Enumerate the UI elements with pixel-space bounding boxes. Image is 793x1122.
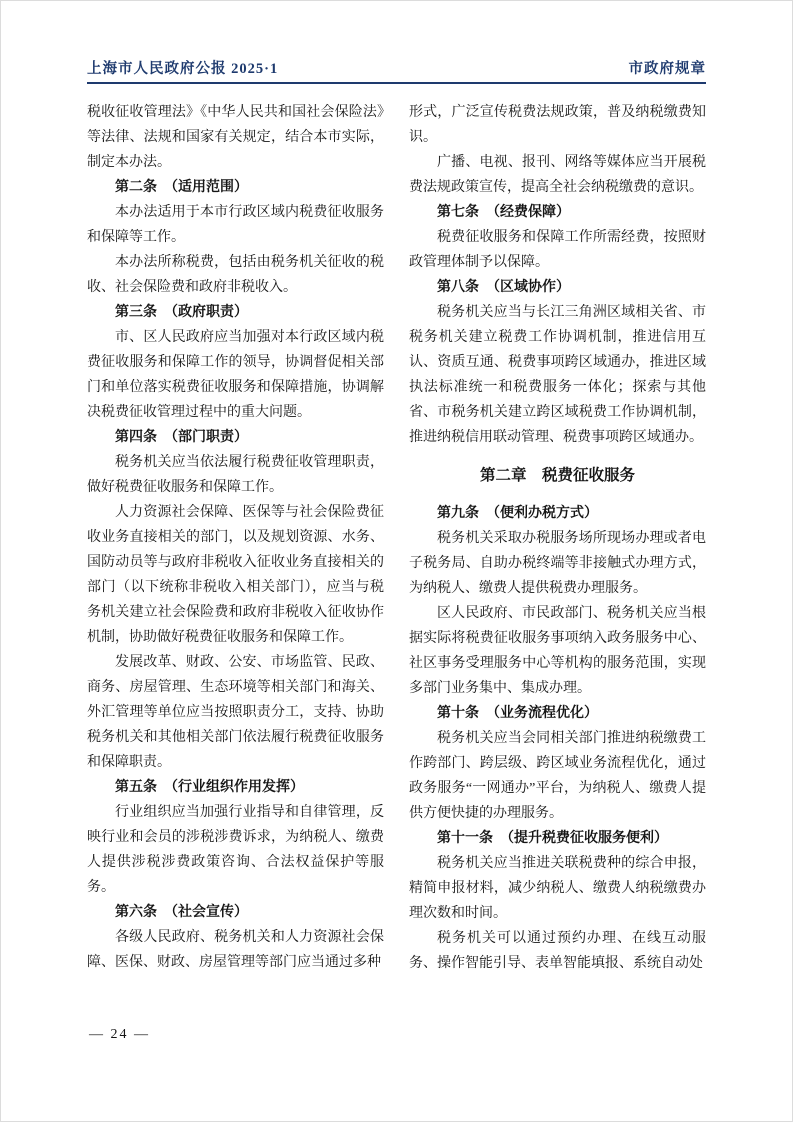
page-header [87, 57, 706, 78]
left-column [87, 100, 384, 976]
paragraph: 税务机关应当会同相关部门推进纳税缴费工作跨部门、跨层级、跨区域业务流程优化，通过政务服务“一网通办”平台，为纳税人、缴费人提供方便快捷的办理服务。 [409, 731, 706, 821]
paragraph: 区人民政府、市民政部门、税务机关应当根据实际将税费征收服务事项纳入政务服务中心、社区事务受理服务中心等机构的服务范围，实现多部门业务集中、集成办理。 [409, 606, 706, 696]
article-heading: 第五条 （行业组织作用发挥） [115, 780, 304, 795]
paragraph: 本办法适用于本市行政区域内税费征收服务和保障等工作。 [87, 205, 384, 245]
header-rule [87, 82, 706, 84]
article-heading: 第二条 （适用范围） [115, 180, 248, 195]
paragraph: 发展改革、财政、公安、市场监管、民政、商务、房屋管理、生态环境等相关部门和海关、外汇管理等单位应当按照职责分工，支持、协助税务机关和其他相关部门依法履行税费征收服务和保障职责。 [87, 655, 384, 770]
paragraph: 税务机关应当推进关联税费种的综合申报，精简申报材料，减少纳税人、缴费人纳税缴费办理次数和时间。 [409, 856, 706, 921]
gazette-title: 上海市人民政府公报 2025·1 [87, 61, 279, 77]
paragraph: 广播、电视、报刊、网络等媒体应当开展税费法规政策宣传，提高全社会纳税缴费的意识。 [409, 155, 706, 195]
article-heading: 第三条 （政府职责） [115, 305, 248, 320]
paragraph: 人力资源社会保障、医保等与社会保险费征收业务直接相关的部门，以及规划资源、水务、国防动员等与政府非税收入征收业务直接相关的部门（以下统称非税收入相关部门），应当与税务机关建立社会保险费和政府非税收入征收协作机制，协助做好税费征收服务和保障工作。 [87, 505, 384, 645]
paragraph: 市、区人民政府应当加强对本行政区域内税费征收服务和保障工作的领导，协调督促相关部门和单位落实税费征收服务和保障措施，协调解决税费征收管理过程中的重大问题。 [87, 330, 384, 420]
document-body [87, 100, 706, 976]
article-heading: 第十一条 （提升税费征收服务便利） [437, 831, 668, 846]
page-number: — 24 — [89, 1027, 150, 1042]
paragraph: 税务机关可以通过预约办理、在线互动服务、操作智能引导、表单智能填报、系统自动处 [409, 931, 706, 971]
article-heading: 第十条 （业务流程优化） [437, 706, 598, 721]
paragraph: 行业组织应当加强行业指导和自律管理，反映行业和会员的涉税涉费诉求，为纳税人、缴费人提供涉税涉费政策咨询、合法权益保护等服务。 [87, 805, 384, 895]
page-footer [89, 1027, 150, 1043]
paragraph: 各级人民政府、税务机关和人力资源社会保障、医保、财政、房屋管理等部门应当通过多种 [87, 930, 384, 970]
article-heading: 第八条 （区域协作） [437, 280, 570, 295]
paragraph-continuation: 形式，广泛宣传税费法规政策，普及纳税缴费知识。 [409, 105, 706, 145]
paragraph: 税务机关应当依法履行税费征收管理职责，做好税费征收服务和保障工作。 [87, 455, 384, 495]
paragraph: 税务机关采取办税服务场所现场办理或者电子税务局、自助办税终端等非接触式办理方式，为纳税人、缴费人提供税费办理服务。 [409, 531, 706, 596]
article-heading: 第四条 （部门职责） [115, 430, 248, 445]
paragraph: 税费征收服务和保障工作所需经费，按照财政管理体制予以保障。 [409, 230, 706, 270]
article-heading: 第九条 （便利办税方式） [437, 506, 598, 521]
section-label: 市政府规章 [628, 61, 706, 77]
article-heading: 第七条 （经费保障） [437, 205, 570, 220]
right-column [409, 100, 706, 976]
paragraph: 税务机关应当与长江三角洲区域相关省、市税务机关建立税费工作协调机制，推进信用互认、资质互通、税费事项跨区域通办，推进区域执法标准统一和税费服务一体化；探索与其他省、市税务机关建立跨区域税费工作协调机制，推进纳税信用联动管理、税费事项跨区域通办。 [409, 305, 706, 445]
chapter-heading: 第二章 税费征收服务 [479, 467, 635, 484]
paragraph-continuation: 税收征收管理法》《中华人民共和国社会保险法》等法律、法规和国家有关规定，结合本市实际，制定本办法。 [87, 105, 384, 170]
paragraph: 本办法所称税费，包括由税务机关征收的税收、社会保险费和政府非税收入。 [87, 255, 384, 295]
article-heading: 第六条 （社会宣传） [115, 905, 248, 920]
